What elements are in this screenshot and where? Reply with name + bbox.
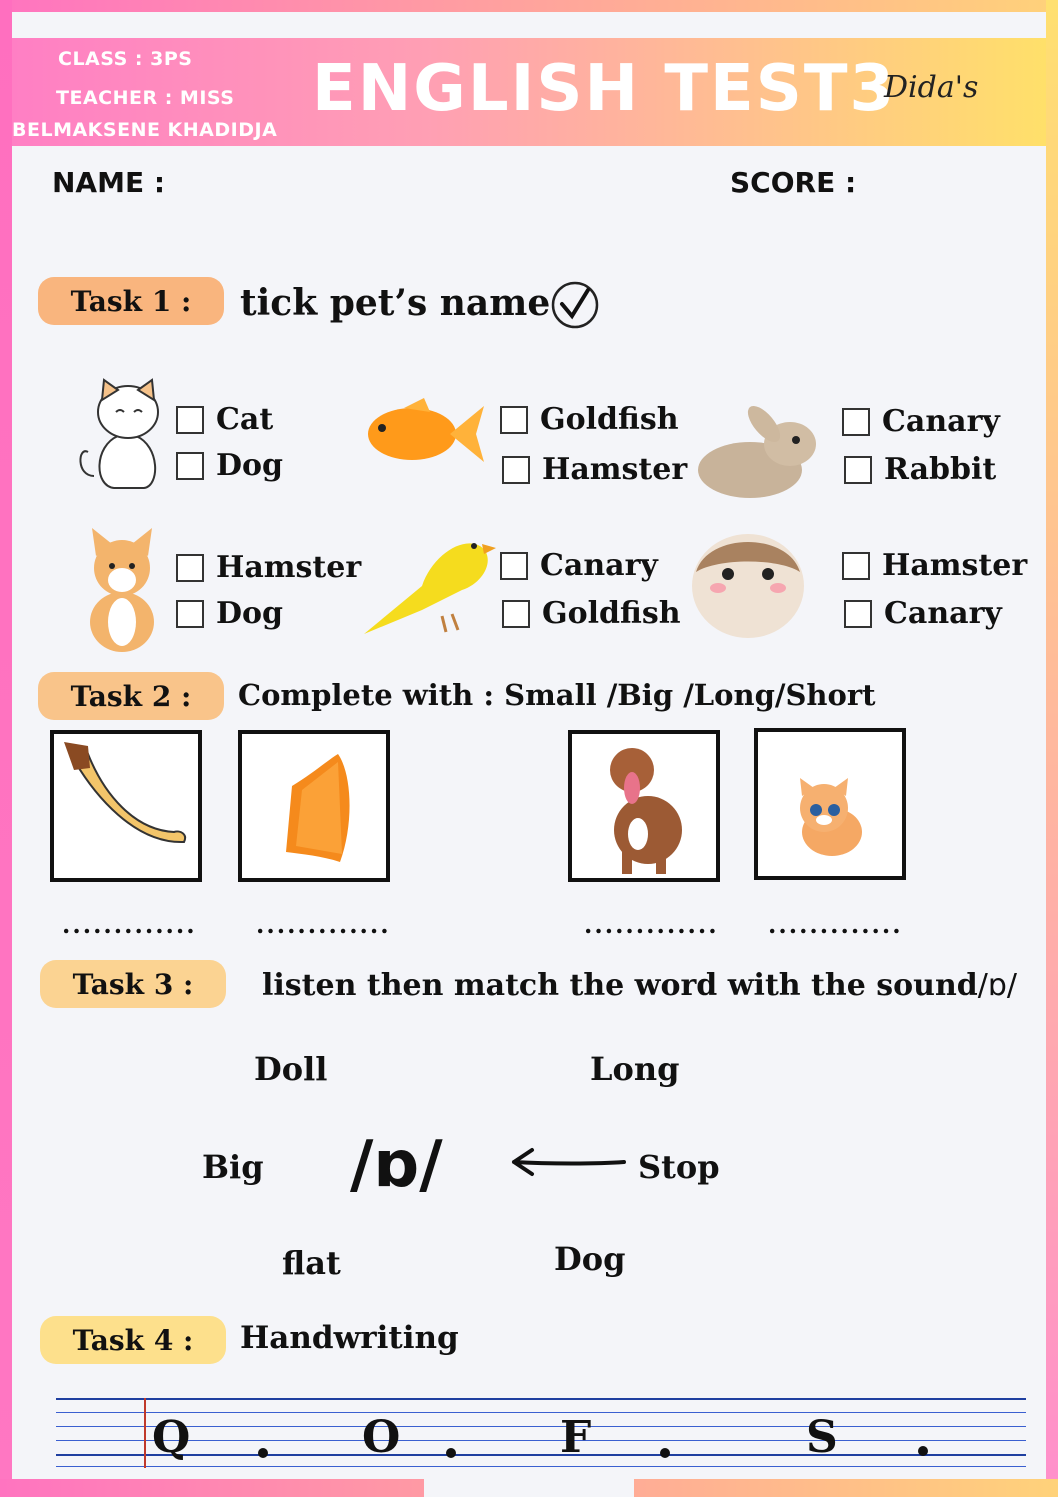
page-title: ENGLISH TEST3 <box>312 52 896 126</box>
class-label: CLASS : 3PS <box>58 48 193 70</box>
blank-3[interactable]: ............. <box>584 910 719 939</box>
word-big[interactable]: Big <box>202 1148 264 1186</box>
checkbox[interactable] <box>176 406 204 434</box>
option-cat[interactable]: Cat <box>176 402 273 437</box>
task3-sound-inline: /ɒ/ <box>977 968 1018 1003</box>
word-flat[interactable]: flat <box>282 1244 341 1282</box>
canary-picture <box>362 526 498 638</box>
checkbox[interactable] <box>500 552 528 580</box>
task2-instruction: Complete with : Small /Big /Long/Short <box>238 678 876 712</box>
option-hamster[interactable]: Hamster <box>502 452 687 487</box>
teacher-name: BELMAKSENE KHADIDJA <box>12 119 278 141</box>
teacher-label: TEACHER : MISS <box>56 87 235 109</box>
checkbox[interactable] <box>842 552 870 580</box>
goldfish-picture <box>364 398 486 468</box>
page-border-right <box>1046 0 1058 1497</box>
sound-symbol: /ɒ/ <box>350 1128 443 1202</box>
arrow-left-icon <box>508 1146 628 1178</box>
checkbox[interactable] <box>176 452 204 480</box>
logo: Dida's <box>884 70 979 105</box>
blank-2[interactable]: ............. <box>256 910 391 939</box>
page-border-top <box>0 0 1058 12</box>
checkbox[interactable] <box>176 554 204 582</box>
picture-frame-kitten <box>754 728 906 880</box>
checkbox[interactable] <box>844 600 872 628</box>
fin-picture <box>242 734 386 878</box>
task3-instruction-text: listen then match the word with the sound <box>262 968 978 1003</box>
task2-label: Task 2 : <box>38 672 224 720</box>
big-dog-picture <box>572 734 716 878</box>
blank-4[interactable]: ............. <box>768 910 903 939</box>
word-stop[interactable]: Stop <box>638 1148 720 1186</box>
score-label: SCORE : <box>730 166 857 199</box>
hamster-picture <box>688 522 808 642</box>
letter-s: S <box>806 1412 838 1463</box>
dog-picture <box>82 528 162 652</box>
option-hamster-3[interactable]: Hamster <box>842 548 1027 583</box>
option-goldfish[interactable]: Goldfish <box>500 402 679 437</box>
letter-q: Q <box>152 1412 191 1463</box>
option-dog-2[interactable]: Dog <box>176 596 283 631</box>
task3-instruction <box>262 968 1017 1003</box>
option-canary-2[interactable]: Canary <box>500 548 658 583</box>
word-long[interactable]: Long <box>590 1050 680 1088</box>
page-border-left <box>0 0 12 1497</box>
task1-label: Task 1 : <box>38 277 224 325</box>
option-rabbit[interactable]: Rabbit <box>844 452 996 487</box>
letter-f: F <box>560 1412 592 1463</box>
task1-instruction: tick pet’s name <box>240 282 551 324</box>
blank-1[interactable]: ............. <box>62 910 197 939</box>
name-label: NAME : <box>52 166 166 199</box>
dot-mark <box>660 1448 670 1458</box>
checkmark-icon <box>550 280 600 330</box>
dot-mark <box>258 1448 268 1458</box>
letter-o: O <box>362 1412 401 1463</box>
checkbox[interactable] <box>176 600 204 628</box>
page-border-gap <box>424 1479 634 1497</box>
task4-instruction: Handwriting <box>240 1320 459 1356</box>
checkbox[interactable] <box>500 406 528 434</box>
picture-frame-fin <box>238 730 390 882</box>
tail-picture <box>54 734 198 878</box>
checkbox[interactable] <box>502 600 530 628</box>
option-dog[interactable]: Dog <box>176 448 283 483</box>
handwriting-lines[interactable] <box>56 1398 1026 1468</box>
dot-mark <box>446 1448 456 1458</box>
dot-mark <box>918 1446 928 1456</box>
cat-picture <box>74 376 166 492</box>
picture-frame-tail <box>50 730 202 882</box>
picture-frame-dog <box>568 730 720 882</box>
task3-label: Task 3 : <box>40 960 226 1008</box>
option-canary-3[interactable]: Canary <box>844 596 1002 631</box>
option-goldfish-2[interactable]: Goldfish <box>502 596 681 631</box>
checkbox[interactable] <box>844 456 872 484</box>
task4-label: Task 4 : <box>40 1316 226 1364</box>
checkbox[interactable] <box>502 456 530 484</box>
word-dog[interactable]: Dog <box>554 1240 626 1278</box>
small-kitten-picture <box>758 732 902 876</box>
option-canary[interactable]: Canary <box>842 404 1000 439</box>
word-doll[interactable]: Doll <box>254 1050 328 1088</box>
checkbox[interactable] <box>842 408 870 436</box>
option-hamster-2[interactable]: Hamster <box>176 550 361 585</box>
rabbit-picture <box>694 404 824 500</box>
